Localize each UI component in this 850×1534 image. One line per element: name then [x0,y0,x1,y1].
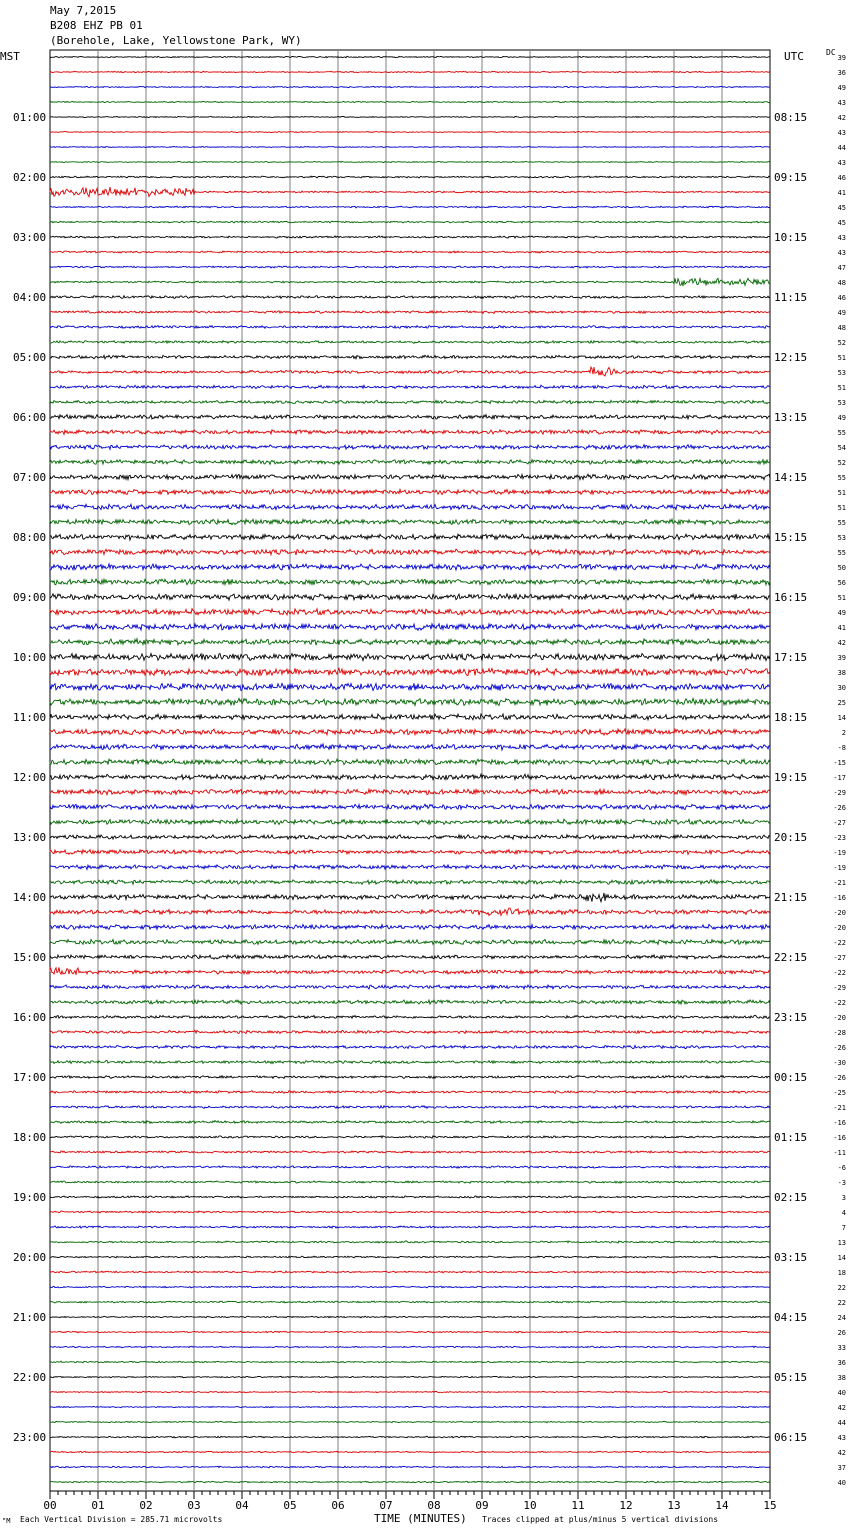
dc-offset: -20 [833,1014,846,1022]
utc-label: UTC [784,50,804,63]
utc-label-22:15: 22:15 [774,951,808,964]
trace-46 [50,744,770,750]
dc-offset: 18 [837,1269,846,1277]
utc-label-21:15: 21:15 [774,891,808,904]
trace-51 [50,819,770,824]
x-tick-label-04: 04 [235,1499,249,1512]
dc-offset: -26 [833,804,846,812]
dc-offset: 50 [837,564,846,572]
trace-32 [50,534,770,540]
dc-offset: 22 [837,1299,846,1307]
trace-23 [50,400,770,403]
dc-offset: 53 [837,399,846,407]
dc-offset: 44 [837,1419,846,1427]
trace-52 [50,835,770,839]
mst-label-01:00: 01:00 [13,111,47,124]
utc-label-09:15: 09:15 [774,171,808,184]
dc-offset: 47 [837,264,846,272]
trace-45 [50,729,770,735]
trace-82 [50,1286,770,1288]
trace-72 [50,1136,770,1138]
trace-19 [50,341,770,344]
dc-offset: 30 [837,684,846,692]
dc-offset: 41 [837,189,846,197]
dc-offset: -26 [833,1044,846,1052]
header-station: B208 EHZ PB 01 [50,19,143,32]
trace-84 [50,1316,770,1318]
x-tick-label-00: 00 [43,1499,57,1512]
trace-6 [50,146,770,147]
dc-offset: 41 [837,624,846,632]
trace-34 [50,564,770,570]
mst-label-03:00: 03:00 [13,231,47,244]
trace-50 [50,804,770,809]
utc-label-01:15: 01:15 [774,1131,808,1144]
dc-offset: 42 [837,114,846,122]
dc-offset: 53 [837,369,846,377]
mst-label-20:00: 20:00 [13,1251,47,1264]
dc-offset: -20 [833,924,846,932]
dc-offset: 24 [837,1314,846,1322]
x-tick-label-12: 12 [619,1499,633,1512]
trace-48 [50,774,770,780]
scale-note: Each Vertical Division = 285.71 microvolts [20,1515,223,1524]
dc-offset: -25 [833,1089,846,1097]
x-axis [43,1491,776,1512]
x-tick-label-07: 07 [379,1499,393,1512]
dc-offset: 14 [837,1254,846,1262]
trace-54 [50,865,770,870]
dc-offset: 52 [837,339,846,347]
dc-offset: 39 [837,654,846,662]
trace-36 [50,594,770,600]
trace-7 [50,161,770,162]
mst-label-22:00: 22:00 [13,1371,47,1384]
trace-38 [50,624,770,630]
utc-label-04:15: 04:15 [774,1311,808,1324]
utc-label-06:15: 06:15 [774,1431,808,1444]
dc-offset: 40 [837,1389,846,1397]
dc-offset: -22 [833,999,846,1007]
x-tick-label-15: 15 [763,1499,777,1512]
dc-offset: -28 [833,1029,846,1037]
dc-offset: 46 [837,294,846,302]
dc-offset: 40 [837,1479,846,1487]
dc-offset: 43 [837,249,846,257]
dc-offset: -29 [833,984,846,992]
trace-81 [50,1271,770,1273]
dc-offset: 49 [837,309,846,317]
trace-79 [50,1241,770,1243]
trace-17 [50,311,770,314]
mst-label-07:00: 07:00 [13,471,47,484]
header-date: May 7,2015 [50,4,117,17]
utc-label-12:15: 12:15 [774,351,808,364]
trace-61 [50,967,770,975]
mst-label-16:00: 16:00 [13,1011,47,1024]
dc-offset: -8 [837,744,846,752]
dc-offset: 36 [837,69,846,77]
dc-offset: 43 [837,129,846,137]
x-tick-label-01: 01 [91,1499,105,1512]
trace-14 [50,266,770,268]
trace-11 [50,221,770,223]
dc-offset: -6 [837,1164,846,1172]
dc-label: DC [826,48,836,57]
utc-label-00:15: 00:15 [774,1071,808,1084]
x-tick-label-05: 05 [283,1499,297,1512]
trace-86 [50,1346,770,1348]
mst-label-14:00: 14:00 [13,891,47,904]
dc-offset: -19 [833,864,846,872]
mst-label-12:00: 12:00 [13,771,47,784]
dc-offset: 45 [837,219,846,227]
bottom-mark: "M [2,1517,11,1525]
trace-42 [50,683,770,690]
trace-80 [50,1256,770,1258]
dc-offset: 22 [837,1284,846,1292]
trace-66 [50,1045,770,1048]
dc-offset: -16 [833,894,846,902]
utc-label-15:15: 15:15 [774,531,808,544]
trace-62 [50,985,770,989]
dc-offset: -21 [833,1104,846,1112]
mst-label-18:00: 18:00 [13,1131,47,1144]
mst-label-17:00: 17:00 [13,1071,47,1084]
dc-offset: -27 [833,954,846,962]
trace-22 [50,385,770,388]
dc-offset: -29 [833,789,846,797]
trace-56 [50,893,770,902]
dc-offset: 45 [837,204,846,212]
trace-0 [50,56,770,57]
trace-91 [50,1421,770,1422]
trace-76 [50,1196,770,1198]
trace-18 [50,326,770,329]
trace-89 [50,1391,770,1392]
x-tick-label-03: 03 [187,1499,201,1512]
dc-offset: 55 [837,474,846,482]
trace-8 [50,176,770,178]
trace-31 [50,519,770,525]
dc-offset: -21 [833,879,846,887]
dc-offset: 36 [837,1359,846,1367]
dc-offset: 38 [837,1374,846,1382]
trace-57 [50,908,770,915]
trace-44 [50,714,770,720]
trace-5 [50,132,770,133]
x-tick-label-02: 02 [139,1499,153,1512]
trace-24 [50,415,770,420]
dc-offset: 51 [837,384,846,392]
trace-71 [50,1121,770,1124]
mst-label-02:00: 02:00 [13,171,47,184]
trace-25 [50,430,770,435]
mst-label-15:00: 15:00 [13,951,47,964]
trace-75 [50,1181,770,1183]
utc-label-17:15: 17:15 [774,651,808,664]
trace-43 [50,698,770,705]
utc-label-10:15: 10:15 [774,231,808,244]
trace-12 [50,236,770,238]
x-axis-label: TIME (MINUTES) [374,1512,467,1525]
dc-offset: -23 [833,834,846,842]
mst-label-23:00: 23:00 [13,1431,47,1444]
trace-21 [50,367,770,376]
trace-53 [50,850,770,855]
dc-offset: 52 [837,459,846,467]
trace-63 [50,1000,770,1004]
trace-68 [50,1076,770,1079]
trace-70 [50,1106,770,1109]
x-tick-label-10: 10 [523,1499,537,1512]
x-tick-label-11: 11 [571,1499,585,1512]
dc-offset: 43 [837,159,846,167]
utc-label-13:15: 13:15 [774,411,808,424]
header-location: (Borehole, Lake, Yellowstone Park, WY) [50,34,302,47]
dc-offset: 56 [837,579,846,587]
dc-offset: 26 [837,1329,846,1337]
trace-85 [50,1331,770,1333]
trace-37 [50,609,770,615]
trace-16 [50,296,770,299]
x-tick-label-09: 09 [475,1499,489,1512]
trace-67 [50,1061,770,1064]
dc-offset: -3 [837,1179,846,1187]
mst-label-11:00: 11:00 [13,711,47,724]
trace-93 [50,1451,770,1453]
dc-offset: -22 [833,969,846,977]
dc-offset: -20 [833,909,846,917]
dc-offset: 48 [837,324,846,332]
trace-35 [50,579,770,585]
trace-58 [50,924,770,929]
dc-offset: 13 [837,1239,846,1247]
clip-note: Traces clipped at plus/minus 5 vertical divisions [482,1515,719,1524]
trace-26 [50,445,770,450]
trace-30 [50,504,770,509]
trace-55 [50,880,770,885]
dc-offset: 7 [841,1224,846,1232]
dc-offset: 54 [837,444,846,452]
dc-offset: -16 [833,1134,846,1142]
dc-offset-labels [833,54,846,1487]
dc-offset: -26 [833,1074,846,1082]
trace-28 [50,474,770,479]
dc-offset: -15 [833,759,846,767]
mst-label-09:00: 09:00 [13,591,47,604]
utc-label-08:15: 08:15 [774,111,808,124]
trace-94 [50,1466,770,1468]
dc-offset: 55 [837,429,846,437]
dc-offset: 33 [837,1344,846,1352]
trace-40 [50,654,770,661]
dc-offset: 2 [841,729,846,737]
dc-offset: 49 [837,84,846,92]
dc-offset: 51 [837,594,846,602]
trace-95 [50,1481,770,1483]
dc-offset: 4 [841,1209,846,1217]
utc-label-19:15: 19:15 [774,771,808,784]
trace-59 [50,940,770,945]
trace-73 [50,1151,770,1153]
dc-offset: 43 [837,1434,846,1442]
x-tick-label-06: 06 [331,1499,345,1512]
utc-label-23:15: 23:15 [774,1011,808,1024]
dc-offset: 42 [837,1404,846,1412]
trace-13 [50,251,770,253]
utc-label-05:15: 05:15 [774,1371,808,1384]
trace-4 [50,116,770,117]
dc-offset: 44 [837,144,846,152]
trace-49 [50,789,770,795]
dc-offset: 38 [837,669,846,677]
trace-9 [50,187,770,197]
dc-offset: -11 [833,1149,846,1157]
dc-offset: 55 [837,519,846,527]
trace-69 [50,1091,770,1094]
dc-offset: 55 [837,549,846,557]
dc-offset: -22 [833,939,846,947]
dc-offset: -30 [833,1059,846,1067]
trace-60 [50,955,770,959]
dc-offset: 51 [837,504,846,512]
trace-41 [50,668,770,675]
trace-83 [50,1301,770,1303]
trace-74 [50,1166,770,1168]
trace-78 [50,1226,770,1228]
dc-offset: 42 [837,639,846,647]
mst-label-13:00: 13:00 [13,831,47,844]
dc-offset: 42 [837,1449,846,1457]
trace-39 [50,639,770,646]
x-tick-label-13: 13 [667,1499,681,1512]
utc-label-20:15: 20:15 [774,831,808,844]
dc-offset: 51 [837,489,846,497]
trace-77 [50,1211,770,1213]
trace-15 [50,278,770,286]
dc-offset: 51 [837,354,846,362]
dc-offset: 43 [837,99,846,107]
seismic-traces [50,56,770,1483]
dc-offset: 48 [837,279,846,287]
trace-65 [50,1030,770,1033]
dc-offset: 37 [837,1464,846,1472]
dc-offset: 53 [837,534,846,542]
mst-label-08:00: 08:00 [13,531,47,544]
utc-hour-labels [774,111,807,1444]
dc-offset: -19 [833,849,846,857]
dc-offset: 43 [837,234,846,242]
mst-label-10:00: 10:00 [13,651,47,664]
dc-offset: 49 [837,609,846,617]
trace-33 [50,549,770,555]
trace-10 [50,206,770,208]
trace-90 [50,1406,770,1407]
dc-offset: 46 [837,174,846,182]
trace-64 [50,1015,770,1018]
mst-label: MST [0,50,20,63]
x-tick-label-14: 14 [715,1499,729,1512]
trace-47 [50,759,770,765]
utc-label-11:15: 11:15 [774,291,808,304]
mst-label-05:00: 05:00 [13,351,47,364]
mst-label-06:00: 06:00 [13,411,47,424]
trace-87 [50,1361,770,1363]
dc-offset: 25 [837,699,846,707]
trace-88 [50,1376,770,1377]
trace-27 [50,460,770,465]
dc-offset: 14 [837,714,846,722]
trace-29 [50,489,770,494]
trace-92 [50,1436,770,1438]
mst-label-19:00: 19:00 [13,1191,47,1204]
mst-label-04:00: 04:00 [13,291,47,304]
dc-offset: 39 [837,54,846,62]
dc-offset: -17 [833,774,846,782]
mst-label-21:00: 21:00 [13,1311,47,1324]
dc-offset: 3 [841,1194,846,1202]
trace-1 [50,71,770,72]
trace-3 [50,101,770,102]
dc-offset: 49 [837,414,846,422]
utc-label-18:15: 18:15 [774,711,808,724]
utc-label-02:15: 02:15 [774,1191,808,1204]
trace-20 [50,355,770,359]
dc-offset: -16 [833,1119,846,1127]
utc-label-03:15: 03:15 [774,1251,808,1264]
utc-label-14:15: 14:15 [774,471,808,484]
x-tick-label-08: 08 [427,1499,441,1512]
trace-2 [50,86,770,87]
mst-hour-labels [13,111,46,1444]
utc-label-16:15: 16:15 [774,591,808,604]
dc-offset: -27 [833,819,846,827]
